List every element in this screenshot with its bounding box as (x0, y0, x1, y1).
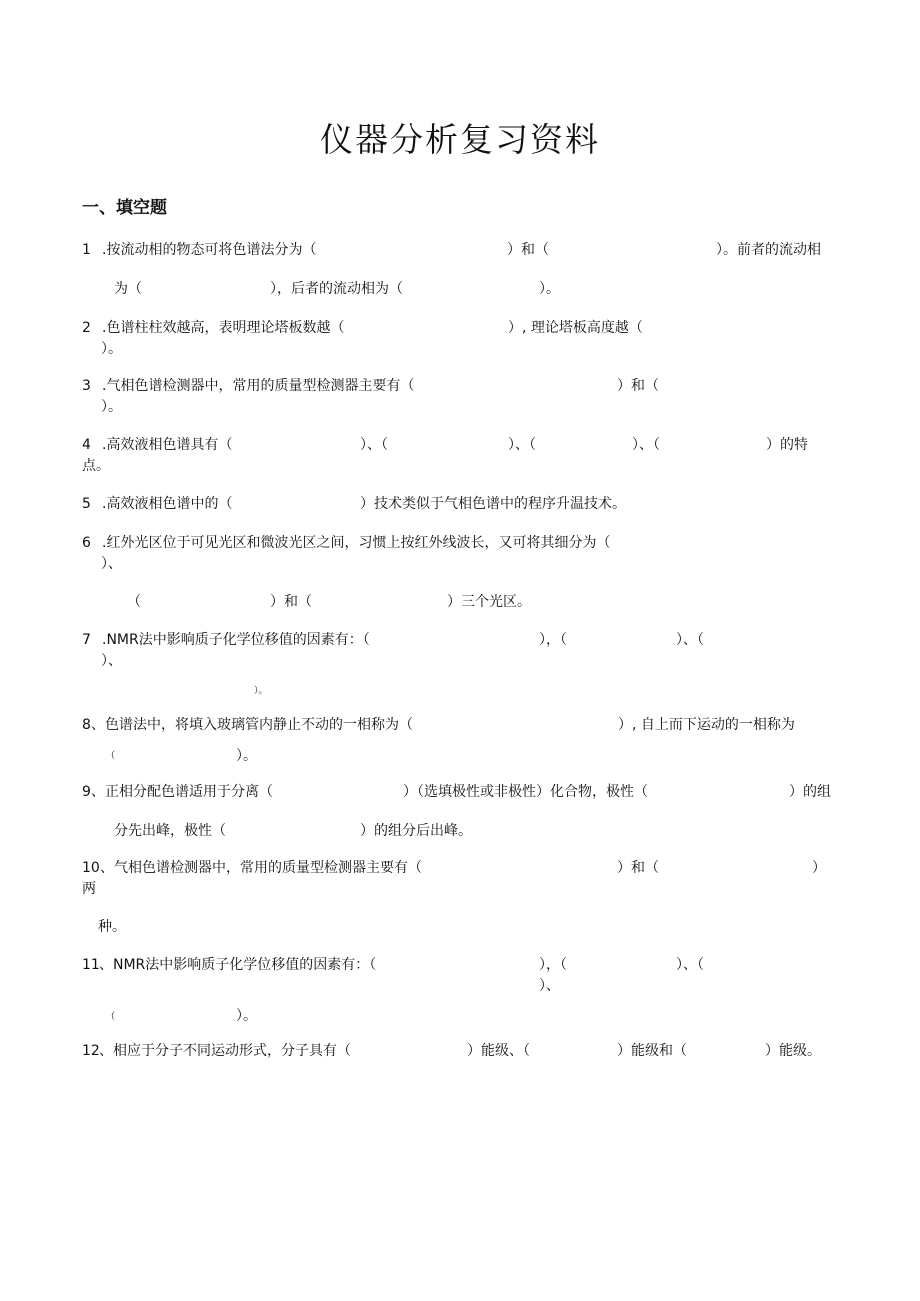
question-text: ）、（ (632, 437, 660, 453)
question-text: 分先出峰，极性（ (114, 823, 226, 839)
question-number: 2 (82, 320, 91, 336)
question-text: ）。 (539, 281, 560, 297)
question-number: 8 (82, 717, 91, 733)
question-text: ）和（ (617, 860, 659, 876)
question-text: ）、（ (360, 437, 388, 453)
page-title: 仪器分析复习资料 (320, 120, 600, 159)
question-text: ）能级和（ (617, 1043, 687, 1059)
question-text: ）的特 (766, 437, 808, 453)
question-text: .红外光区位于可见光区和微波光区之间，习惯上按红外线波长，又可将其细分为（ (102, 535, 611, 551)
question-number: 3 (82, 378, 91, 394)
question-text: ）（选填极性或非极性）化合物，极性（ (403, 784, 648, 800)
question-text: 、正相分配色谱适用于分离（ (91, 784, 273, 800)
question-text: .高效液相色谱中的（ (102, 496, 233, 512)
question-text: ）。 (254, 686, 268, 696)
question-text: ），后者的流动相为（ (270, 281, 403, 297)
question-text: ）能级、（ (467, 1043, 530, 1059)
question-text: ）。 (101, 399, 122, 415)
question-text: ）。 (236, 1008, 257, 1024)
question-number: 5 (82, 496, 91, 512)
question-text: ），（ (539, 632, 567, 648)
question-text: ）、 (101, 653, 122, 669)
question-text: ）的组 (789, 784, 831, 800)
question-text: （ (106, 751, 116, 761)
question-number: 4 (82, 437, 91, 453)
question-text: ）。前者的流动相 (716, 242, 821, 258)
question-text: .NMR法中影响质子化学位移值的因素有：（ (102, 632, 370, 648)
question-text: 种。 (98, 919, 126, 935)
question-text: ）和（ (617, 378, 659, 394)
question-text: ）和（ (507, 242, 549, 258)
question-number: 1 (82, 242, 91, 258)
question-text: 点。 (82, 458, 110, 474)
question-text: ）三个光区。 (447, 594, 531, 610)
question-text: ）, 理论塔板高度越（ (508, 320, 643, 336)
question-text: ）。 (236, 748, 257, 764)
question-text: 为（ (114, 281, 142, 297)
question-text: ）。 (101, 341, 122, 357)
section-heading: 一、填空题 (82, 198, 167, 218)
question-text: ）能级。 (765, 1043, 821, 1059)
question-text: （ (106, 1012, 116, 1022)
question-text: 两 (82, 881, 96, 897)
question-number: 7 (82, 632, 91, 648)
question-text: ）, 自上而下运动的一相称为 (618, 717, 795, 733)
question-number: 6 (82, 535, 91, 551)
question-text: .按流动相的物态可将色谱法分为（ (102, 242, 317, 258)
question-text: ）的组分后出峰。 (360, 823, 472, 839)
question-text: ）、（ (676, 632, 704, 648)
question-text: ）、 (101, 556, 122, 572)
question-text: 、气相色谱检测器中，常用的质量型检测器主要有（ (100, 860, 422, 876)
question-text: ），（ (539, 957, 567, 973)
question-text: .气相色谱检测器中，常用的质量型检测器主要有（ (102, 378, 415, 394)
question-text: ） (812, 860, 826, 876)
question-text: 、相应于分子不同运动形式，分子具有（ (99, 1043, 351, 1059)
question-number: 12 (82, 1043, 100, 1059)
question-text: 、NMR法中影响质子化学位移值的因素有：（ (99, 957, 377, 973)
question-text: 、色谱法中，将填入玻璃管内静止不动的一相称为（ (91, 717, 413, 733)
question-text: ）技术类似于气相色谱中的程序升温技术。 (360, 496, 626, 512)
question-text: ）、（ (676, 957, 704, 973)
question-text: ）、（ (508, 437, 536, 453)
question-text: ）和（ (270, 594, 312, 610)
question-number: 10 (82, 860, 100, 876)
question-number: 9 (82, 784, 91, 800)
question-text: .色谱柱柱效越高，表明理论塔板数越（ (102, 320, 345, 336)
question-number: 11 (82, 957, 100, 973)
question-text: （ (127, 594, 141, 610)
question-text: .高效液相色谱具有（ (102, 437, 233, 453)
question-text: ）、 (539, 978, 560, 994)
